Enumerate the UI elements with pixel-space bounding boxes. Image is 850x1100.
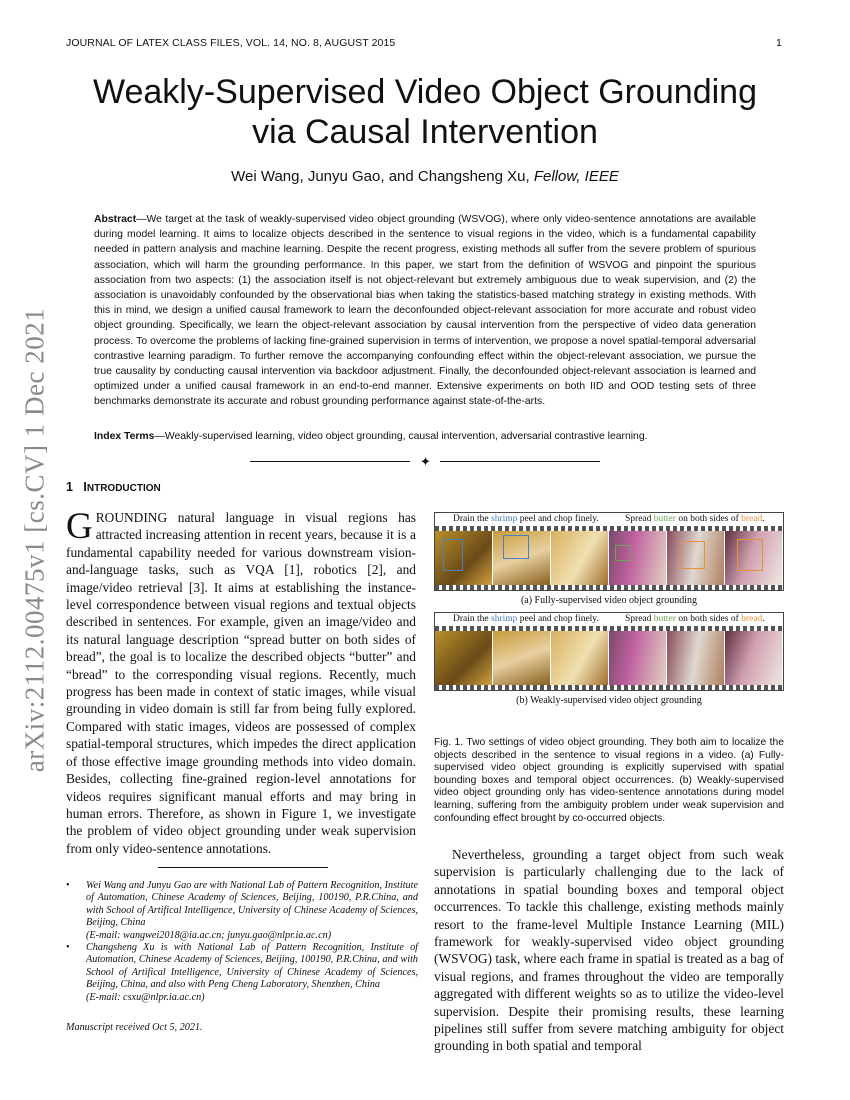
abstract-text: —We target at the task of weakly-supervised video object grounding (WSVOG), where only video-sentence annotations are available during model learning. It aims to localize objects described in the sentence to visual regions in the video, which is a fundamental capability needed in pattern analysis and machine learning. Despite the recent progress, existing methods all suffer from the severe problem of spurious association, which will harm the grounding performance. In this paper, we start from the definition of WSVOG and pinpoint the spurious association from two aspects: (1) the association itself is not object-relevant but extremely ambiguous due to weak supervision, and (2) the association is unavoidably confounded by the observational bias when taking the statistics-based matching strategy in existing methods. With this in mind, we design a unified causal framework to learn the deconfounded object-relevant association for more accurate and robust video object grounding. Specifically, we learn the object-relevant association by causal intervention from the perspective of video data generation process. To overcome the problems of lacking fine-grained supervision in terms of intervention, we propose a novel spatial-temporal adversarial contrastive learning paradigm. To further remove the accompanying confounding effect within the object-relevant association, we pursue the true causality by conducting causal intervention via backdoor adjustment. Finally, the deconfounded object-relevant association is learned and optimized under a unified causal framework in an end-to-end manner. Extensive experiments on both IID and OOD testing sets of three benchmarks demonstrate its accurate and robust grounding performance against state-of-the-arts. — [94, 214, 756, 408]
bullet-icon: • — [66, 880, 70, 891]
figure-panel-a — [434, 512, 784, 591]
figure-1 — [434, 512, 784, 712]
video-frame — [551, 631, 609, 685]
object-bread: bread — [741, 614, 763, 624]
video-frame — [667, 531, 725, 585]
title-line-2: via Causal Intervention — [252, 113, 598, 151]
footnote-text: Changsheng Xu is with National Lab of Pattern Recognition, Institute of Automation, Chinese Academy of Sciences, Beijing, 100190, P.R.China, and with School of Artifical Intelligence, University of Chinese Academy of Sciences, Beijing, China, and also with Peng Cheng Laboratory, Shenzhen, China — [86, 942, 418, 991]
video-frames-a — [435, 531, 783, 585]
object-shrimp: shrimp — [491, 614, 518, 624]
video-frame — [725, 631, 783, 685]
panel-b-sentences: Drain the shrimp peel and chop finely. Spread butter on both sides of bread. — [453, 614, 765, 624]
video-frame — [609, 531, 667, 585]
manuscript-note: Manuscript received Oct 5, 2021. — [66, 1022, 203, 1033]
abstract — [94, 212, 756, 410]
section-heading — [66, 480, 161, 494]
index-terms-label: Index Terms — [94, 431, 155, 442]
section-title-first: I — [83, 480, 87, 494]
bullet-icon: • — [66, 942, 70, 954]
running-header: JOURNAL OF LATEX CLASS FILES, VOL. 14, NO. 8, AUGUST 2015 — [66, 37, 396, 49]
abstract-label: Abstract — [94, 214, 137, 225]
film-strip-bottom — [435, 685, 783, 690]
video-frame — [435, 631, 493, 685]
film-strip-bottom — [435, 585, 783, 590]
author-list — [40, 168, 810, 185]
author-names: Wei Wang, Junyu Gao, and Changsheng Xu, — [231, 168, 530, 185]
video-frames-b — [435, 631, 783, 685]
footnote-text: Wei Wang and Junyu Gao are with National Lab of Pattern Recognition, Institute of Automation, Chinese Academy of Sciences, Beijing, 100190, P.R.China, and with School of Artifical Intelligence, University of Chinese Academy of Sciences, Beijing, China — [86, 880, 418, 929]
intro-paragraph — [66, 506, 416, 857]
column-2-paragraph — [434, 846, 784, 1055]
video-frame — [551, 531, 609, 585]
video-frame — [493, 631, 551, 685]
video-frame — [667, 631, 725, 685]
video-frame — [493, 531, 551, 585]
footnote-rule — [158, 867, 328, 868]
footnote-1 — [66, 880, 418, 942]
index-terms — [94, 430, 756, 444]
footnote-2 — [66, 942, 418, 1004]
column-2-text: Nevertheless, grounding a target object from such weak supervision is particularly challenging due to the lack of annotations in spatial bounding boxes and temporal object occurrences. To tackle this challenge, existing methods mainly resort to the frame-level Multiple Instance Learning (MIL) framework for weakly-supervised video object grounding (WSVOG) task, where each frame in spatial is treated as a bag of visual regions, and frames throughout the video are temporally aggregated with different weights so as to utilize the video-level supervision. Despite their promising results, these learning pipelines still suffer from severe matching ambiguity for object grounding in both spatial and temporal — [434, 847, 784, 1054]
paper-title — [40, 72, 810, 152]
separator-ornament-icon: ✦ — [420, 454, 431, 469]
arxiv-stamp — [5, 300, 65, 780]
intro-text: natural language in visual regions has attracted increasing attention in recent years, because it is a fundamental capability needed for various downstream vision-and-language tasks, such as VQA [1], robotics [2], and image/video retrieval [3]. It aims at establishing the instance-level correspondence between visual regions and textual objects described in sentences. For example, given an image/video and its natural language description “spread butter on both sides of bread”, the goal is to localize the described objects “butter” and “bread” to the corresponding visual regions. Recently, much progress has been made in context of static images, while visual grounding in video domain is still far from being fully explored. Compared with static images, videos are possessed of complex spatial-temporal structures, which impedes the direct application of those effective image grounding methods into video domain. Besides, collecting fine-grained region-level annotations for videos requires significant manual efforts and may bring in human errors. Therefore, as shown in Figure 1, we investigate the problem of video object grounding under weak supervision from only video-sentence annotations. — [66, 510, 416, 856]
footnote-email: (E-mail: csxu@nlpr.ia.ac.cn) — [86, 991, 205, 1003]
drop-cap: G — [66, 506, 93, 547]
object-bread: bread — [741, 514, 763, 524]
figure-panel-b — [434, 612, 784, 691]
index-terms-text: —Weakly-supervised learning, video object grounding, causal intervention, adversarial contrastive learning. — [154, 431, 648, 442]
panel-a-sentences: Drain the shrimp peel and chop finely. Spread butter on both sides of bread. — [453, 514, 765, 524]
author-fellow: Fellow, IEEE — [533, 168, 619, 185]
arxiv-stamp-text: arXiv:2112.00475v1 [cs.CV] 1 Dec 2021 — [19, 307, 50, 773]
object-shrimp: shrimp — [491, 514, 518, 524]
section-separator — [250, 456, 600, 468]
video-frame — [725, 531, 783, 585]
video-frame — [435, 531, 493, 585]
footnotes — [66, 880, 418, 1004]
footnote-email: (E-mail: wangwei2018@ia.ac.cn; junyu.gao@nlpr.ia.ac.cn) — [86, 929, 332, 941]
video-frame — [609, 631, 667, 685]
section-number: 1 — [66, 480, 73, 494]
page-number: 1 — [776, 37, 782, 49]
panel-b-label: (b) Weakly-supervised video object grounding — [516, 695, 702, 706]
intro-smallcaps: ROUNDING — [95, 510, 168, 525]
object-butter: butter — [653, 514, 676, 524]
section-title-rest: NTRODUCTION — [86, 483, 161, 494]
title-line-1: Weakly-Supervised Video Object Grounding — [93, 73, 757, 111]
object-butter: butter — [653, 614, 676, 624]
panel-a-label: (a) Fully-supervised video object grounding — [520, 595, 698, 606]
figure-caption: Fig. 1. Two settings of video object grounding. They both aim to localize the objects described in the sentence to visual regions in a video. (a) Fully-supervised video object grounding is explicitly supervised with spatial bounding boxes and temporal object occurrences. (b) Weakly-supervised video object grounding only has video-sentence annotations during model learning, suffering from the ambiguity problem under weak supervision and confounding effect brought by co-occurred objects. — [434, 737, 784, 824]
